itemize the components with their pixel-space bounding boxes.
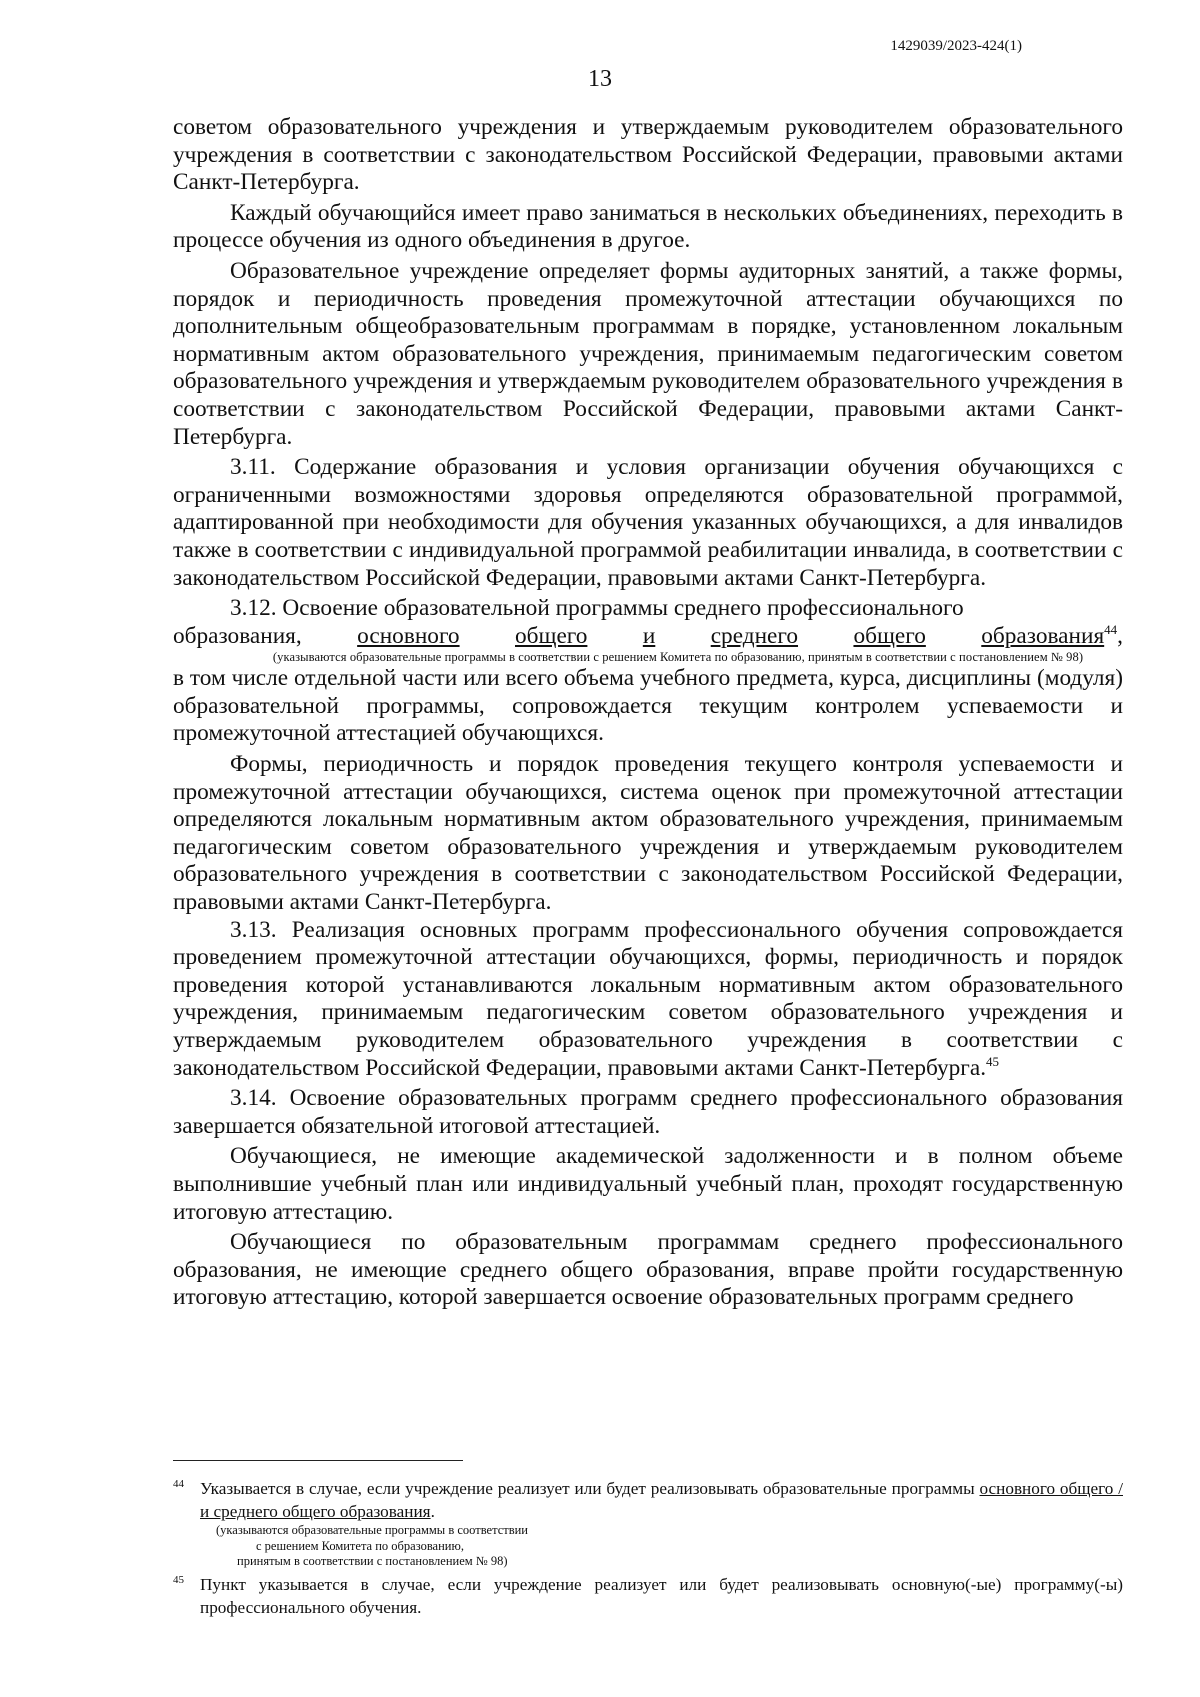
paragraph: Образовательное учреждение определяет формы аудиторных занятий, а также формы, порядок и периодичность проведения промежуточной аттестации обучающихся по дополнительным общеобразовательным программам в порядке, установленном локальным нормативным актом образовательного учреждения, принимаемым педагогическим советом образовательного учреждения и утверждаемым руководителем образовательного учреждения в соответствии с законодательством Российской Федерации, правовыми актами Санкт-Петербурга. [173, 257, 1123, 450]
footnote-44-text: Указывается в случае, если учреждение реализует или будет реализовывать образовательные программы [200, 1479, 975, 1498]
paragraph: в том числе отдельной части или всего объема учебного предмета, курса, дисциплины (модуля) образовательной программы, сопровождается текущим контролем успеваемости и промежуточной аттестацией обучающихся. [173, 665, 1123, 747]
footnotes [173, 1477, 1123, 1619]
page-number: 13 [588, 66, 612, 92]
footnote-44-underlined: основного общего /и среднего общего образования [200, 1479, 1123, 1521]
paragraph-3-11: 3.11. Содержание образования и условия организации обучения обучающихся с ограниченными возможностями здоровья определяются образовательной программой, адаптированной при необходимости для обучения указанных обучающихся, а для инвалидов также в соответствии с индивидуальной программой реабилитации инвалида, в соответствии с законодательством Российской Федерации, правовыми актами Санкт-Петербурга. [173, 454, 1123, 591]
footnote-45-text: Пункт указывается в случае, если учреждение реализует или будет реализовывать основную(-ые) программу(-ы) профессионального обучения. [200, 1574, 1123, 1617]
footnote-ref-44[interactable]: 44 [1104, 621, 1118, 637]
program-word: среднего [710, 622, 799, 649]
paragraph-3-13-text: 3.13. Реализация основных программ профессионального обучения сопровождается проведением промежуточной аттестации обучающихся, формы, периодичность и порядок проведения которой устанавливаются локальным нормативным актом образовательного учреждения, принимаемым педагогическим советом образовательного учреждения и утверждаемым руководителем образовательного учреждения в соответствии с законодательством Российской Федерации, правовыми актами Санкт-Петербурга. [173, 916, 1123, 1081]
footnote-hint: принятым в соответствии с постановлением № 98) [237, 1554, 508, 1568]
fill-in-hint: (указываются образовательные программы в соответствии с решением Комитета по образованию, принятым в соответствии с постановлением № 98) [272, 650, 1084, 665]
paragraph: Обучающиеся, не имеющие академической задолженности и в полном объеме выполнившие учебный план или индивидуальный учебный план, проходят государственную итоговую аттестацию. [173, 1143, 1123, 1225]
footnote-44 [173, 1477, 1123, 1570]
program-word: общего [515, 622, 588, 649]
program-word: общего [853, 622, 926, 649]
comma: , [1117, 622, 1123, 649]
program-lead: образования, [173, 622, 302, 649]
program-word: образования [981, 622, 1105, 649]
footnote-hint: (указываются образовательные программы в соответствии [216, 1523, 528, 1537]
document-id: 1429039/2023-424(1) [890, 38, 1022, 54]
program-last-word [981, 623, 1123, 651]
footnote-mark: 44 [173, 1478, 184, 1490]
paragraph-3-14: 3.14. Освоение образовательных программ среднего профессионального образования завершается обязательной итоговой аттестацией. [173, 1085, 1123, 1139]
footnote-mark: 45 [173, 1573, 184, 1586]
paragraph: Каждый обучающийся имеет право заниматься в нескольких объединениях, переходить в процессе обучения из одного объединения в другое. [173, 199, 1123, 254]
paragraph: Формы, периодичность и порядок проведения текущего контроля успеваемости и промежуточной аттестации обучающихся, система оценок при промежуточной аттестации определяются локальным нормативным актом образовательного учреждения, принимаемым педагогическим советом образовательного учреждения и утверждаемым руководителем образовательного учреждения в соответствии с законодательством Российской Федерации, правовыми актами Санкт-Петербурга. [173, 751, 1123, 916]
program-type-line [173, 623, 1123, 651]
footnote-45 [173, 1573, 1123, 1619]
footnote-ref-45[interactable]: 45 [986, 1053, 1000, 1069]
footnote-text [200, 1477, 1123, 1570]
paragraph: советом образовательного учреждения и утверждаемым руководителем образовательного учреждения в соответствии с законодательством Российской Федерации, правовыми актами Санкт-Петербурга. [173, 114, 1123, 196]
footnote-44-period: . [430, 1502, 435, 1521]
paragraph-3-13 [173, 917, 1123, 1083]
footnote-divider [173, 1460, 463, 1461]
document-body [173, 114, 1123, 1312]
program-word: и [642, 622, 656, 649]
paragraph-3-12-start: 3.12. Освоение образовательной программы среднего профессионального [230, 595, 964, 622]
program-word: основного [357, 622, 460, 649]
paragraph: Обучающиеся по образовательным программам среднего профессионального образования, не имеющие среднего общего образования, вправе пройти государственную итоговую аттестацию, которой завершается освоение образовательных программ среднего [173, 1229, 1123, 1311]
footnote-hint: с решением Комитета по образованию, [256, 1538, 464, 1553]
